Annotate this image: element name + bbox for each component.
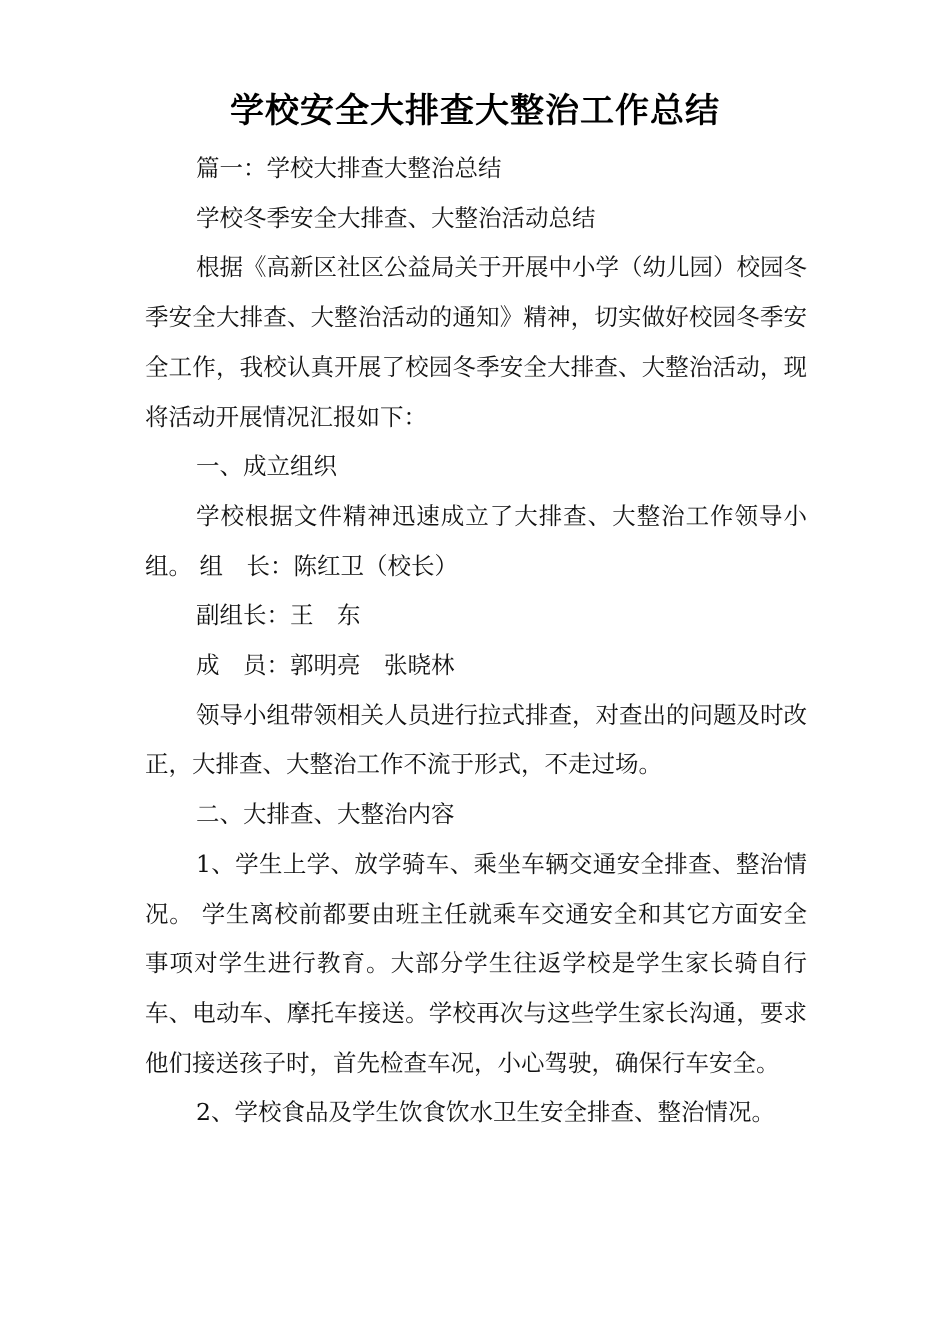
document-body (145, 144, 807, 1138)
paragraph-section-heading: 篇一：学校大排查大整治总结 (196, 154, 502, 182)
paragraph-members: 成 员：郭明亮 张晓林 (196, 651, 455, 680)
paragraph-heading-content: 二、大排查、大整治内容 (196, 800, 455, 829)
paragraph-heading-organization: 一、成立组织 (196, 452, 337, 481)
paragraph-leadership-group: 学校根据文件精神迅速成立了大排查、大整治工作领导小组。 组 长：陈红卫（校长） (145, 501, 807, 580)
paragraph-subtitle: 学校冬季安全大排查、大整治活动总结 (196, 203, 596, 232)
document-title: 学校安全大排查大整治工作总结 (230, 91, 720, 131)
paragraph-intro: 根据《高新区社区公益局关于开展中小学（幼儿园）校园冬季安全大排查、大整治活动的通知》精神，切实做好校园冬季安全工作，我校认真开展了校园冬季安全大排查、大整治活动，现将活动开展情况汇报如下： (145, 253, 807, 431)
paragraph-deputy-leader: 副组长：王 东 (196, 601, 361, 630)
paragraph-traffic-safety: 1、学生上学、放学骑车、乘坐车辆交通安全排查、整治情况。 学生离校前都要由班主任就乘车交通安全和其它方面安全事项对学生进行教育。大部分学生往返学校是学生家长骑自行车、电动车、摩托车接送。学校再次与这些学生家长沟通，要求他们接送孩子时，首先检查车况，小心驾驶，确保行车安全。 (145, 849, 807, 1077)
paragraph-food-safety: 2、学校食品及学生饮食饮水卫生安全排查、整治情况。 (196, 1098, 775, 1127)
paragraph-inspection-approach: 领导小组带领相关人员进行拉式排查，对查出的问题及时改正，大排查、大整治工作不流于形式，不走过场。 (145, 700, 807, 779)
